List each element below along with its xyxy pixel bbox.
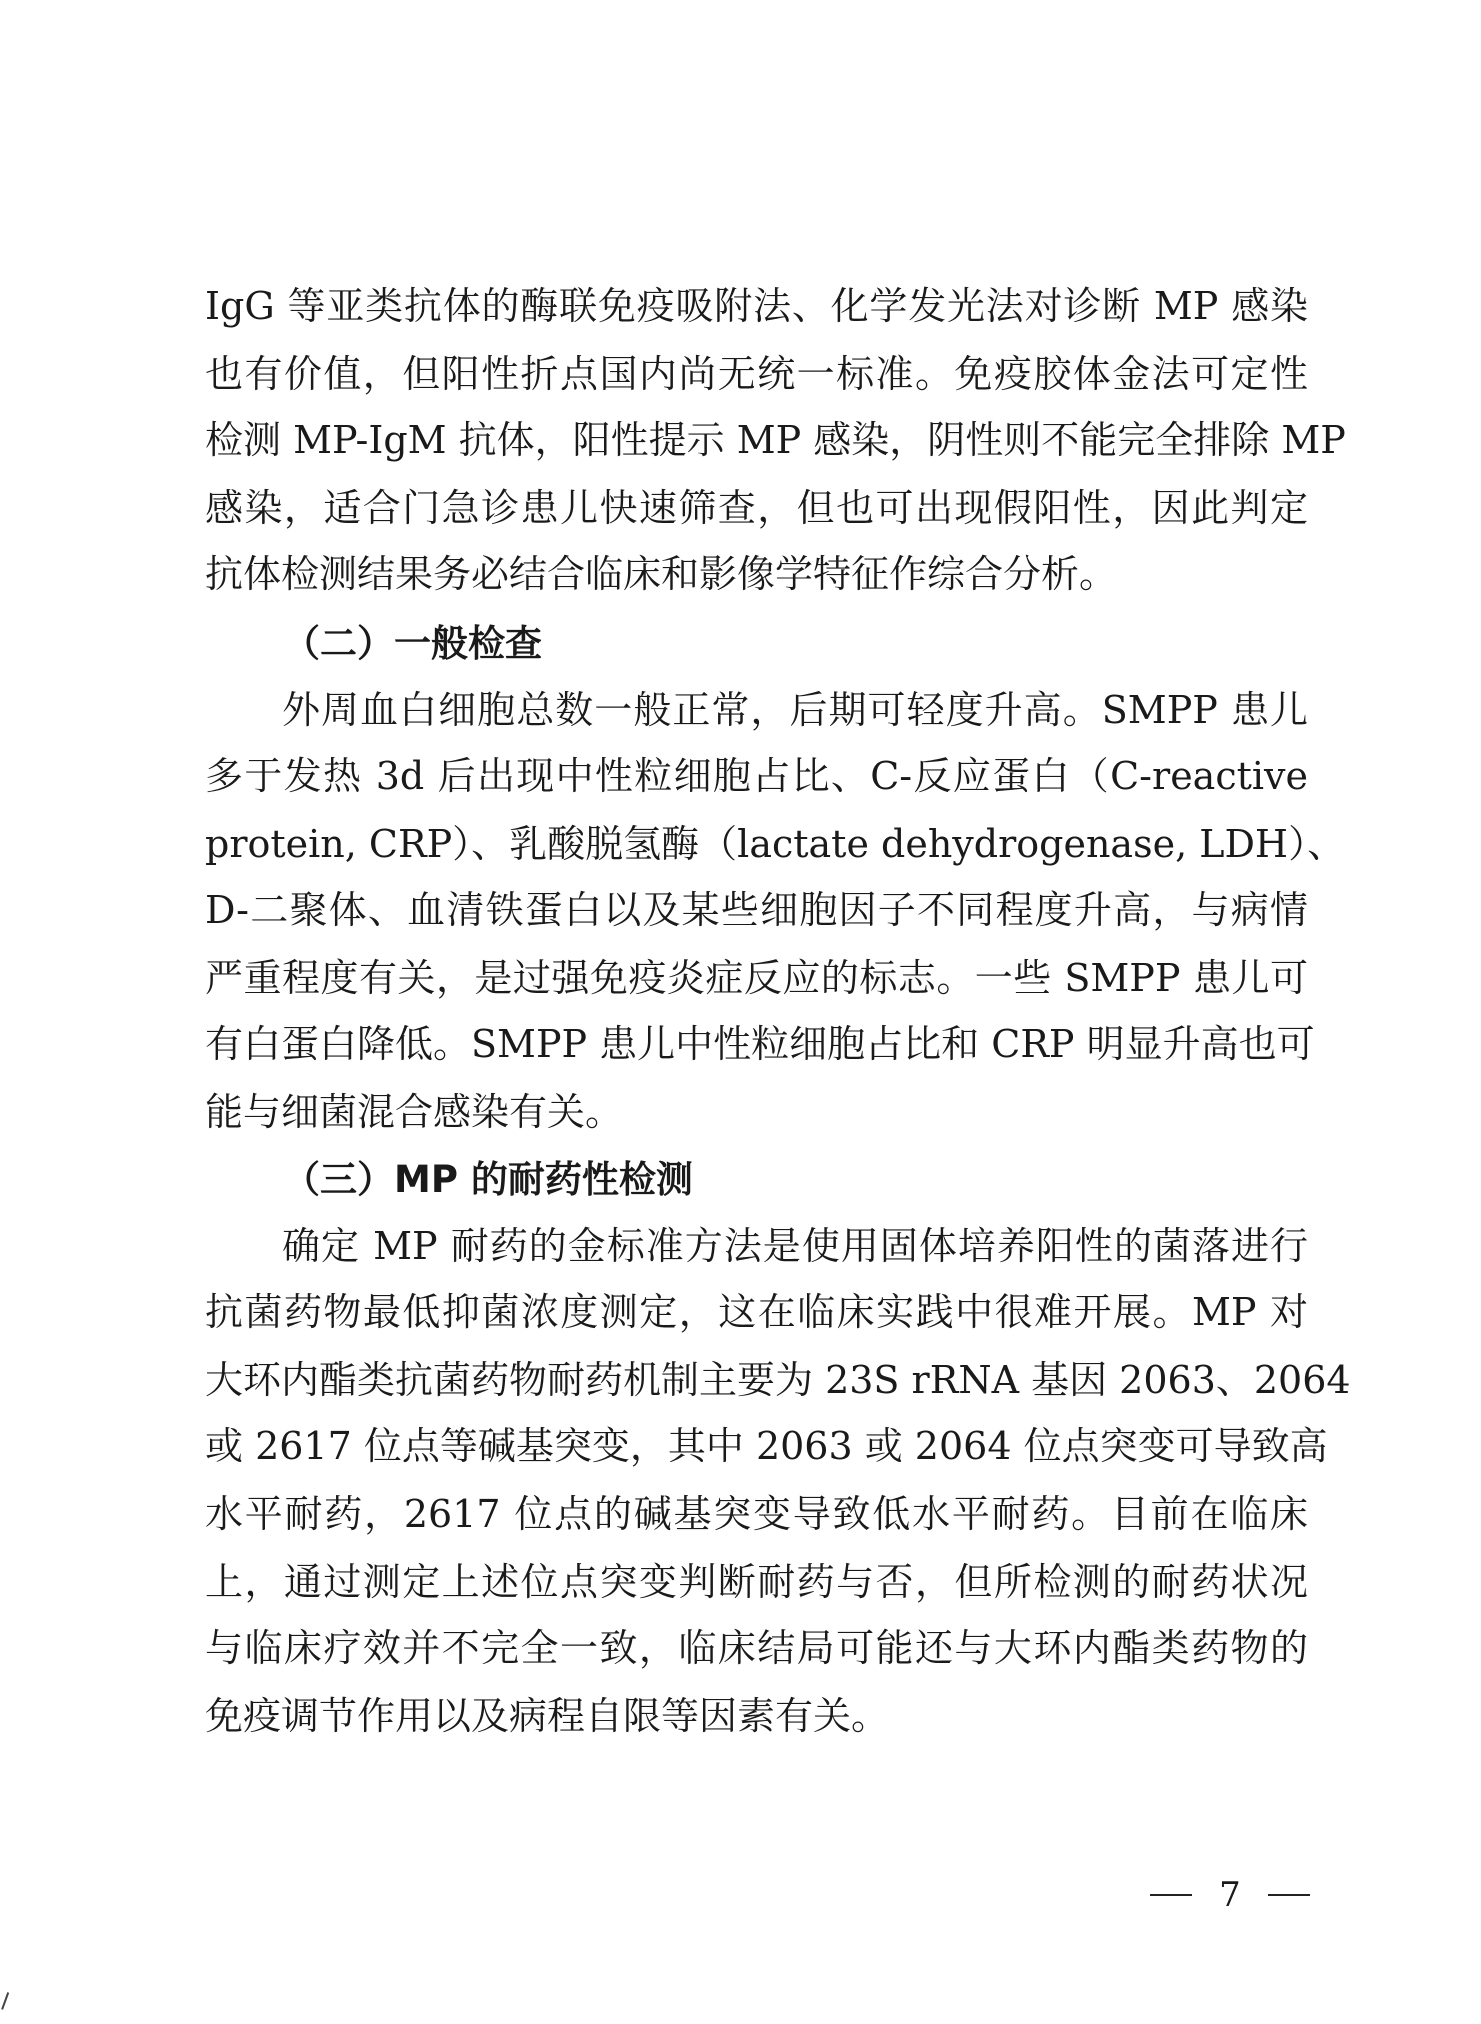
section-heading: （三）MP 的耐药性检测 [283, 1158, 693, 1201]
text-line: 与临床疗效并不完全一致，临床结局可能还与大环内酯类药物的 [205, 1626, 1308, 1670]
text-line: 水平耐药，2617 位点的碱基突变导致低水平耐药。目前在临床 [205, 1492, 1308, 1536]
text-line: 也有价值，但阳性折点国内尚无统一标准。免疫胶体金法可定性 [205, 352, 1308, 396]
footer-dash-left [1150, 1894, 1192, 1896]
page-number-footer [1150, 1870, 1310, 1920]
text-line: 上，通过测定上述位点突变判断耐药与否，但所检测的耐药状况 [205, 1560, 1308, 1604]
text-line: 外周血白细胞总数一般正常，后期可轻度升高。SMPP 患儿 [282, 688, 1308, 732]
footer-dash-right [1268, 1894, 1310, 1896]
text-line: 抗菌药物最低抑菌浓度测定，这在临床实践中很难开展。MP 对 [205, 1290, 1308, 1334]
text-line: D-二聚体、血清铁蛋白以及某些细胞因子不同程度升高，与病情 [205, 888, 1308, 932]
text-line: 能与细菌混合感染有关。 [205, 1090, 624, 1134]
text-line: 有白蛋白降低。SMPP 患儿中性粒细胞占比和 CRP 明显升高也可 [205, 1022, 1315, 1066]
text-line: IgG 等亚类抗体的酶联免疫吸附法、化学发光法对诊断 MP 感染 [205, 284, 1308, 328]
text-line: 或 2617 位点等碱基突变，其中 2063 或 2064 位点突变可导致高 [205, 1424, 1328, 1468]
text-line: 抗体检测结果务必结合临床和影像学特征作综合分析。 [205, 552, 1118, 596]
text-line: 免疫调节作用以及病程自限等因素有关。 [205, 1694, 890, 1738]
text-line: 多于发热 3d 后出现中性粒细胞占比、C-反应蛋白（C-reactive [205, 754, 1308, 798]
text-line: 大环内酯类抗菌药物耐药机制主要为 23S rRNA 基因 2063、2064 [205, 1358, 1351, 1402]
text-line: 检测 MP-IgM 抗体，阳性提示 MP 感染，阴性则不能完全排除 MP [205, 418, 1346, 462]
scan-artifact-mark [1, 1992, 15, 2012]
section-heading: （二）一般检查 [283, 622, 542, 665]
text-line: 感染，适合门急诊患儿快速筛查，但也可出现假阳性，因此判定 [205, 486, 1308, 530]
page-number: 7 [1219, 1875, 1241, 1915]
text-line: 严重程度有关，是过强免疫炎症反应的标志。一些 SMPP 患儿可 [205, 956, 1308, 1000]
text-line: 确定 MP 耐药的金标准方法是使用固体培养阳性的菌落进行 [282, 1224, 1308, 1268]
text-line: protein, CRP）、乳酸脱氢酶（lactate dehydrogenase, LDH）、 [205, 822, 1346, 866]
